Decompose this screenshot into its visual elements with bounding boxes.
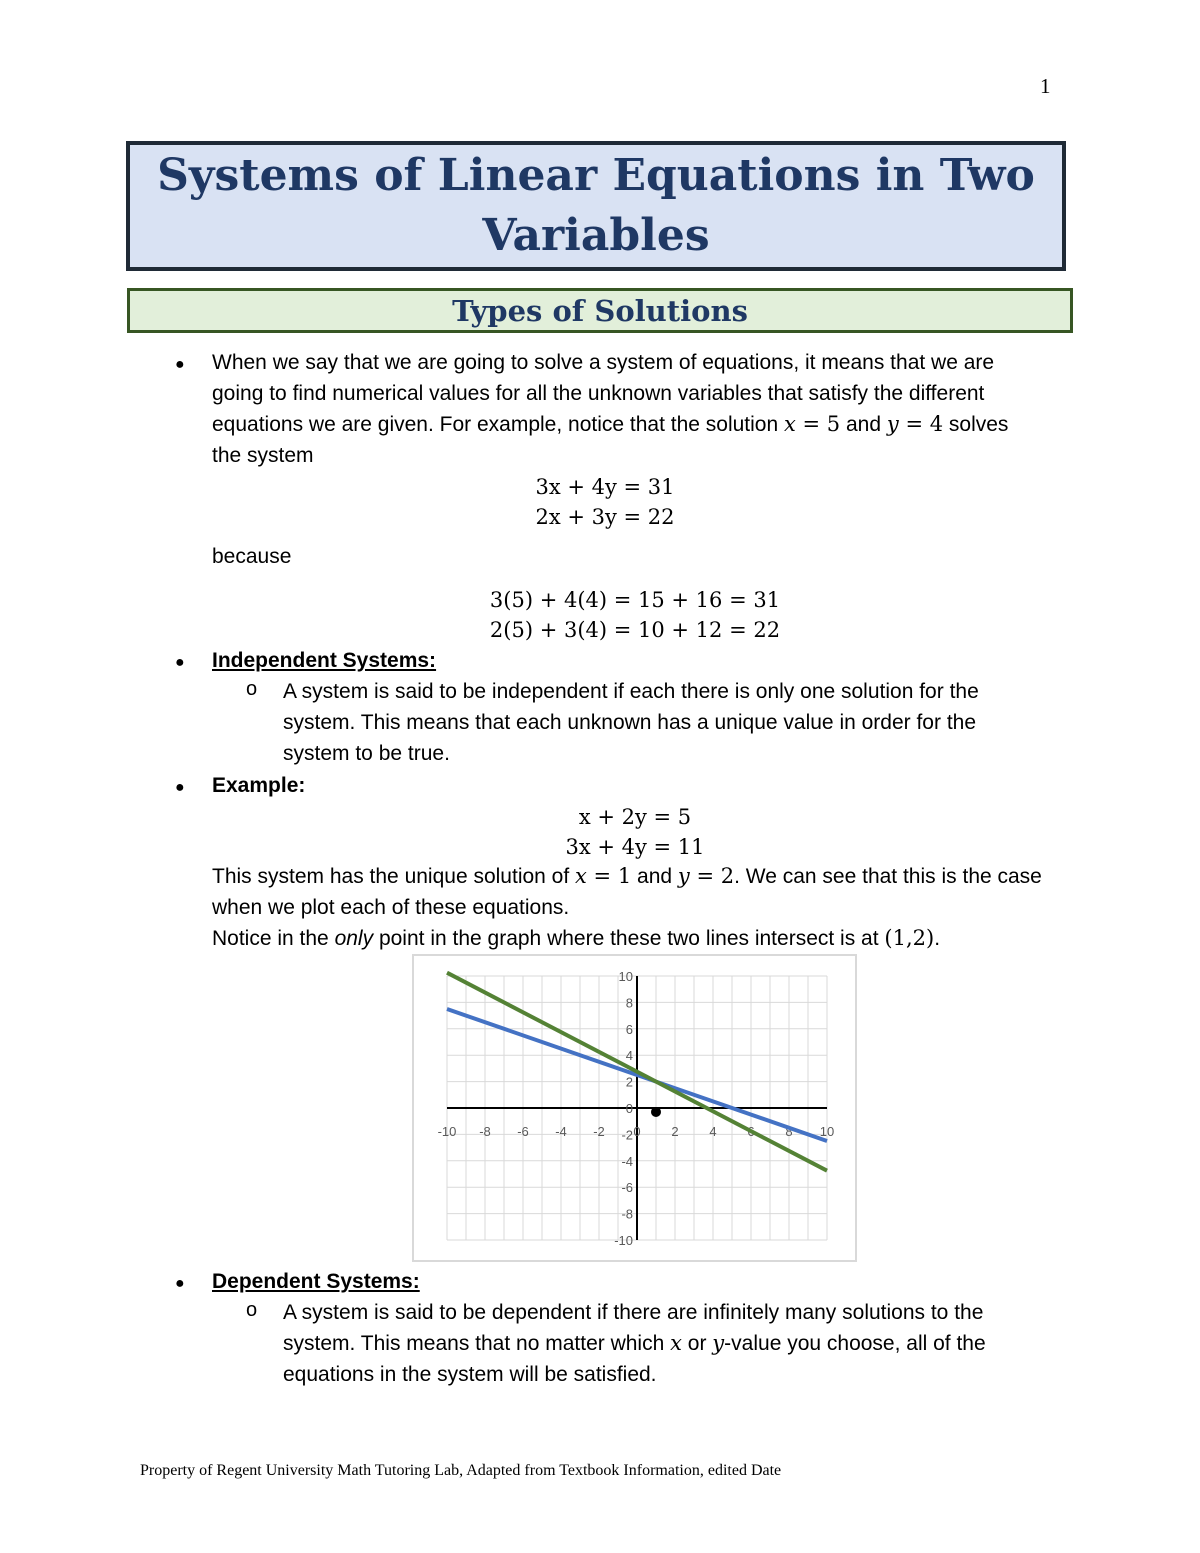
independent-line: system to be true.	[283, 742, 450, 765]
section-title: Types of Solutions	[127, 288, 1073, 333]
y-tick-label: -4	[621, 1153, 633, 1169]
example-equation: x + 2y = 5	[578, 805, 692, 829]
line-chart	[414, 956, 855, 1260]
bullet-icon: ●	[175, 779, 185, 796]
intro-line: equations we are given. For example, notice that the solution x = 5 and y = 4 solves	[212, 412, 1009, 436]
y-tick-label: -6	[621, 1180, 633, 1196]
because-text: because	[212, 545, 292, 568]
footer-text: Property of Regent University Math Tutoring Lab, Adapted from Textbook Information, edited Date	[140, 1462, 782, 1479]
y-tick-label: -10	[614, 1233, 633, 1248]
bullet-icon: ●	[175, 654, 185, 671]
dependent-heading: Dependent Systems:	[212, 1270, 420, 1293]
x-tick-label: 0	[633, 1124, 641, 1139]
page-number: 1	[1040, 74, 1051, 98]
y-tick-label: -8	[621, 1206, 633, 1222]
independent-line: A system is said to be independent if each there is only one solution for the	[283, 680, 979, 703]
x-tick-label: 10	[819, 1124, 835, 1139]
intro-line: going to find numerical values for all the unknown variables that satisfy the different	[212, 382, 985, 405]
example-equation: 3x + 4y = 11	[565, 835, 705, 859]
y-tick-label: 10	[618, 969, 633, 984]
bullet-icon: ●	[175, 356, 185, 373]
dependent-line: system. This means that no matter which x or y-value you choose, all of the	[283, 1331, 986, 1355]
check-equation: 3(5) + 4(4) = 15 + 16 = 31	[489, 588, 781, 612]
sub-bullet-icon: o	[246, 1299, 258, 1321]
x-tick-label: -6	[517, 1124, 529, 1139]
x-tick-label: 6	[747, 1124, 755, 1139]
check-equation: 2(5) + 3(4) = 10 + 12 = 22	[489, 618, 781, 642]
intro-line: When we say that we are going to solve a system of equations, it means that we are	[212, 351, 995, 374]
y-tick-label: 2	[625, 1074, 633, 1090]
example-notice-line: Notice in the only point in the graph where these two lines intersect is at (1,2).	[212, 926, 941, 950]
y-tick-label: 0	[625, 1101, 633, 1116]
x-tick-label: 4	[709, 1124, 717, 1139]
independent-heading: Independent Systems:	[212, 649, 437, 672]
x-tick-label: -8	[479, 1124, 491, 1139]
y-tick-label: 4	[625, 1048, 633, 1064]
example-solution-line: This system has the unique solution of x = 1 and y = 2. We can see that this is the case	[212, 864, 1042, 888]
graph-frame	[412, 954, 857, 1262]
dependent-line: equations in the system will be satisfied.	[283, 1363, 657, 1386]
example-line: when we plot each of these equations.	[212, 896, 570, 919]
system-equation: 3x + 4y = 31	[535, 475, 675, 499]
x-tick-label: -2	[593, 1124, 605, 1139]
y-tick-label: 8	[625, 995, 633, 1011]
sub-bullet-icon: o	[246, 678, 258, 700]
x-tick-label: -10	[437, 1124, 457, 1139]
independent-line: system. This means that each unknown has a unique value in order for the	[283, 711, 977, 734]
y-tick-label: 6	[625, 1021, 633, 1037]
bullet-icon: ●	[175, 1275, 185, 1292]
system-equation: 2x + 3y = 22	[535, 505, 675, 529]
dependent-line: A system is said to be dependent if there are infinitely many solutions to the	[283, 1301, 984, 1324]
x-tick-label: 8	[785, 1124, 793, 1139]
x-tick-label: -4	[555, 1124, 567, 1139]
x-tick-label: 2	[671, 1124, 679, 1139]
intro-line: the system	[212, 444, 314, 467]
marker-point	[651, 1107, 661, 1117]
page-title: Systems of Linear Equations in Two Variables	[126, 141, 1066, 271]
example-heading: Example:	[212, 774, 306, 797]
y-tick-label: -2	[621, 1127, 633, 1143]
